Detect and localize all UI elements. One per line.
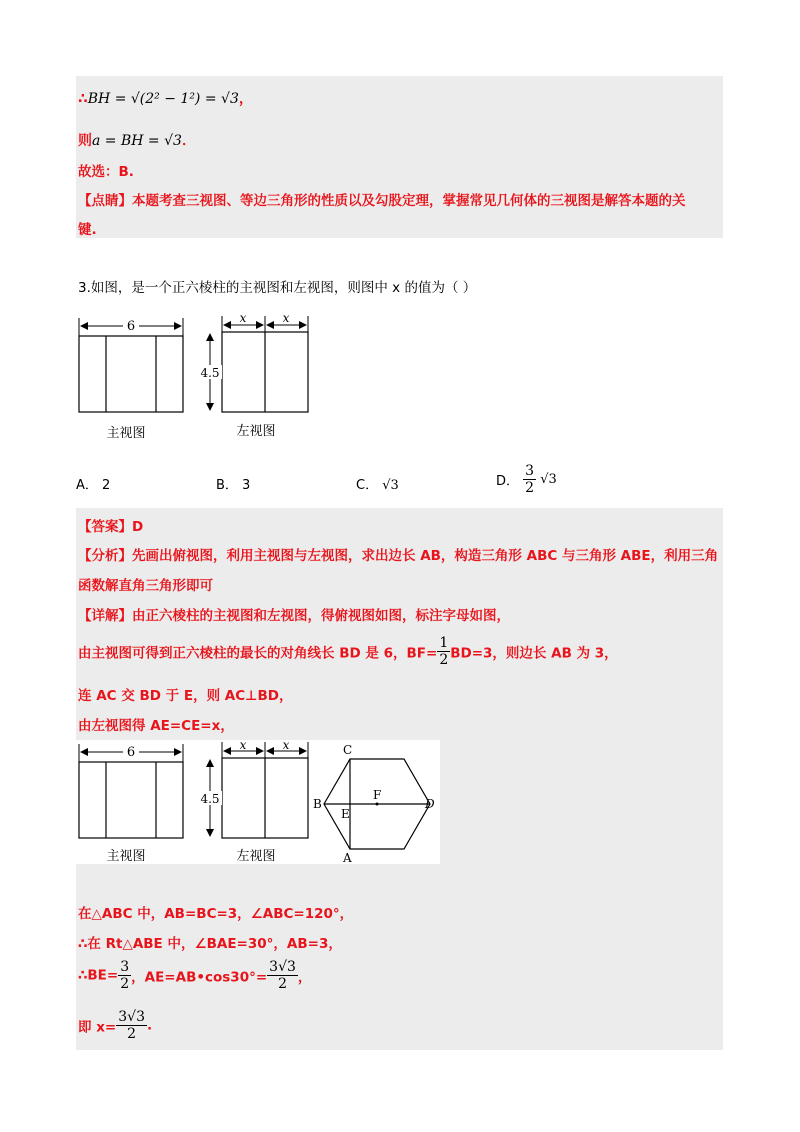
solution-figure: [76, 740, 440, 864]
formula-a: a = BH = √3: [92, 133, 182, 149]
remark-line-1: 【点睛】本题考查三视图、等边三角形的性质以及勾股定理，掌握常见几何体的三视图是解答本题的关: [78, 193, 686, 209]
formula-bh: BH = √(2² − 1²) = √3: [87, 91, 239, 107]
solution-line-a: 则a = BH = √3．: [78, 133, 196, 149]
solution-panel-top: [76, 76, 723, 238]
triangle-line-2: ∴在 Rt△ABE 中，∠BAE=30°，AB=3，: [78, 936, 342, 952]
be-ae-line: ∴BE= $\frac{3}{2}$ ，AE=AB•cos30°= $\frac{3√3}{2}$ ，: [78, 959, 312, 992]
x-label-2: x: [282, 312, 290, 325]
choice-line: 故选：B.: [78, 164, 134, 180]
solution-line-bh: ∴BH = √(2² − 1²) = √3，: [78, 91, 253, 107]
detail-line-3: 连 AC 交 BD 于 E，则 AC⊥BD，: [78, 688, 293, 704]
detail-line-1: 【详解】由正六棱柱的主视图和左视图，得俯视图如图，标注字母如图，: [78, 608, 510, 624]
detail-line-2: 由主视图可得到正六棱柱的最长的对角线长 BD 是 6，BF= $\frac{1}{2}$ BD=3，则边长 AB 为 3，: [78, 635, 618, 668]
svg-text:主视图: 主视图: [106, 849, 146, 864]
svg-text:4.5: 4.5: [200, 792, 220, 806]
label-C: C: [343, 743, 353, 757]
svg-text:x: x: [282, 740, 290, 752]
remark-line-2: 键.: [78, 222, 97, 238]
analysis-line-1: 【分析】先画出俯视图，利用主视图与左视图，求出边长 AB，构造三角形 ABC 与三角形 ABE，利用三角: [78, 548, 719, 564]
height-label: 4.5: [200, 366, 220, 380]
triangle-line-1: 在△ABC 中，AB=BC=3，∠ABC=120°，: [78, 906, 354, 922]
analysis-line-2: 函数解直角三角形即可: [78, 578, 213, 594]
answer-line: 【答案】D: [78, 519, 144, 535]
label-B: B: [313, 797, 322, 811]
svg-text:x: x: [239, 740, 247, 752]
front-view: [79, 318, 183, 412]
x-label-1: x: [239, 312, 247, 325]
label-D: D: [425, 797, 435, 811]
option-d[interactable]: D． $\frac{3}{2}$ √3: [496, 463, 557, 496]
option-a[interactable]: A． 2: [76, 478, 111, 493]
svg-text:6: 6: [126, 745, 136, 760]
x-result-line: 即 x= $\frac{3√3}{2}$ .: [78, 1009, 153, 1042]
question-text: 3.如图，是一个正六棱柱的主视图和左视图，则图中 x 的值为（ ）: [78, 280, 477, 296]
svg-text:左视图: 左视图: [236, 849, 276, 864]
label-F: F: [373, 788, 382, 802]
left-view: [198, 312, 308, 412]
front-caption: 主视图: [106, 426, 146, 441]
option-c[interactable]: C． √3: [356, 478, 399, 493]
width-label: 6: [126, 319, 136, 334]
question-figure: [76, 312, 336, 442]
label-A: A: [343, 851, 352, 864]
label-E: E: [341, 807, 350, 821]
left-caption: 左视图: [236, 424, 276, 439]
detail-line-4: 由左视图得 AE=CE=x，: [78, 718, 234, 734]
solution-panel-bottom: [76, 508, 723, 1050]
option-b[interactable]: B． 3: [216, 478, 251, 493]
